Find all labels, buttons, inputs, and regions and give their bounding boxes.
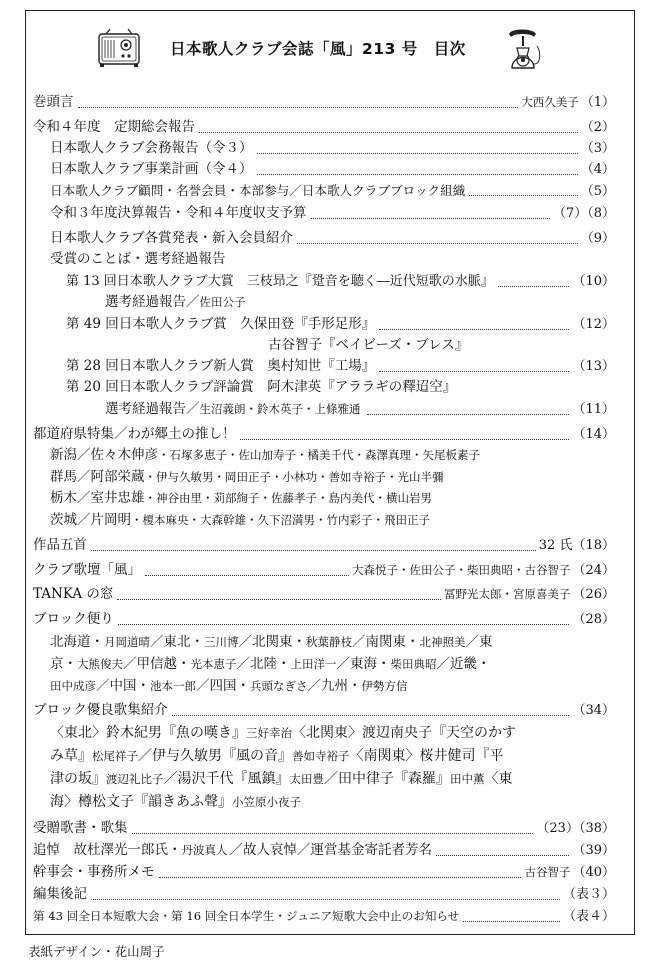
leader-dots [379, 371, 569, 372]
toc-entry[interactable] [66, 271, 615, 292]
toc-entry-label: 第 43 回全日本短歌大会・第 16 回全日本学生・ジュニア短歌大会中止のお知らせ [33, 909, 460, 923]
toc-entry-page: 32 氏（18） [538, 538, 615, 553]
toc-entry-author: ・榎本麻央・大森幹雄・久下沼満男・竹内彩子・飛田正子 [131, 513, 430, 527]
toc-entry[interactable] [33, 906, 615, 927]
toc-entry-label: 令和４年度 定期総会報告 [33, 119, 195, 135]
toc-entry-page: （23）（38） [536, 821, 615, 836]
leader-dots [172, 715, 570, 716]
toc-entry[interactable] [50, 228, 615, 249]
toc-entry-page: （11） [572, 402, 615, 417]
toc-entry[interactable] [66, 377, 456, 398]
toc-entry-author: ・石塚多恵子・佐山加寿子・橘美千代・森澤真理・矢尾板素子 [158, 448, 480, 462]
leader-dots [132, 833, 534, 834]
leader-dots [257, 174, 578, 175]
toc-entry-label: 第 49 回日本歌人クラブ賞 久保田登『手形足形』 [66, 316, 376, 332]
leader-dots [199, 132, 578, 133]
toc-entry[interactable] [33, 117, 615, 138]
toc-entry-label: 第 20 回日本歌人クラブ評論賞 阿木津英『アララギの釋迢空』 [66, 379, 457, 395]
toc-entry[interactable] [33, 535, 615, 556]
leader-dots [91, 899, 560, 900]
leader-dots [297, 243, 578, 244]
toc-entry-label: 群馬／阿部栄蔵 [50, 469, 145, 485]
toc-entry-page: （40） [572, 865, 615, 880]
toc-entry[interactable] [50, 510, 430, 531]
review-line: 津の坂』渡辺礼比子／湯沢千代『風鎮』太田豊／田中律子『森羅』田中薫〈東 [50, 771, 513, 787]
toc-entry-label: 日本歌人クラブ顧問・名誉会員・本部参与／日本歌人クラブブロック組織 [50, 183, 466, 198]
toc-entry-page: （9） [580, 231, 615, 246]
toc-entry-label: 選考経過報告／ [105, 401, 200, 417]
leader-dots [145, 575, 349, 576]
toc-entry-author: 冨野光太郎・宮原喜美子 [443, 587, 571, 601]
toc-entry-label: 選考経過報告／ [105, 294, 200, 310]
toc-entry-page: （26） [572, 587, 615, 602]
toc-entry[interactable] [33, 584, 615, 605]
toc-entry[interactable] [33, 609, 615, 630]
toc-entry-label: TANKA の窓 [33, 586, 114, 602]
toc-entry-page: （2） [580, 120, 615, 135]
toc-entry-page: （4） [580, 162, 615, 177]
toc-entry[interactable] [33, 424, 615, 445]
toc-entry-page: （表３） [562, 887, 615, 902]
toc-entry[interactable] [50, 445, 480, 466]
toc-entry-label: 第 13 回日本歌人クラブ大賞 三枝昻之『跫音を聴く―近代短歌の水脈』 [66, 274, 494, 289]
toc-entry-label: 都道府県特集／わが郷土の推し！ [33, 426, 236, 442]
page-title: 日本歌人クラブ会誌「風」213 号 目次 [170, 40, 466, 58]
toc-entry[interactable] [33, 92, 615, 113]
leader-dots [159, 877, 522, 878]
toc-entry-page: （3） [580, 141, 615, 156]
toc-entry-author: 丹波真人 [181, 843, 228, 857]
leader-dots [91, 550, 536, 551]
leader-dots [78, 107, 519, 108]
toc-entry-label: 新潟／佐々木伸彦 [50, 447, 158, 463]
leader-dots [436, 855, 569, 856]
toc-entry-author: ・神谷由里・苅部絢子・佐藤孝子・島内美代・横山岩男 [144, 491, 432, 505]
toc-entry[interactable] [33, 840, 615, 861]
toc-entry[interactable] [33, 700, 615, 721]
toc-entry[interactable] [33, 862, 615, 883]
toc-entry-label: 日本歌人クラブ各賞発表・新入会員紹介 [50, 230, 293, 246]
toc-entry-label: クラブ歌壇「風」 [33, 562, 141, 578]
toc-entry[interactable] [50, 138, 615, 159]
toc-entry[interactable] [66, 356, 615, 377]
toc-entry-label: 幹事会・事務所メモ [33, 864, 155, 880]
toc-entry[interactable] [105, 292, 246, 313]
leader-dots [498, 286, 570, 287]
leader-dots [367, 414, 570, 415]
toc-entry-page: （7）（8） [552, 206, 615, 221]
toc-entry-label: 令和３年度決算報告・令和４年度収支予算 [50, 205, 307, 221]
leader-dots [469, 195, 577, 196]
review-line: み草』松尾祥子／伊与久敏男『風の音』善如寺裕子〈南関東〉桜井健司『平 [50, 748, 504, 764]
block-regions-line: 京・大熊俊夫／甲信越・光本恵子／北陸・上田洋一／東海・柴田典昭／近畿・ [50, 656, 491, 672]
toc-entry-label: ブロック優良歌集紹介 [33, 702, 168, 718]
toc-entry-page: （24） [572, 563, 615, 578]
cover-design-credit: 表紙デザイン・花山周子 [28, 944, 165, 959]
toc-entry-page: （1） [580, 95, 615, 110]
toc-entry-page: （5） [580, 184, 615, 199]
leader-dots [311, 218, 550, 219]
toc-entry-label: 茨城／片岡明 [50, 512, 131, 528]
toc-entry-author: 大森悦子・佐田公子・柴田典昭・古谷智子 [351, 563, 571, 577]
toc-entry-author: ・伊与久敏男・岡田正子・小林功・善如寺裕子・光山半彌 [144, 470, 444, 484]
toc-entry-page: （34） [572, 703, 615, 718]
toc-entry-label: 日本歌人クラブ会務報告（令３） [50, 140, 253, 156]
toc-entry-label: 受賞のことば・選考経過報告 [50, 251, 226, 267]
toc-entry-label: 受贈歌書・歌集 [33, 820, 128, 836]
toc-entry-author: 古谷智子 [524, 865, 571, 879]
toc-entry[interactable] [33, 560, 615, 581]
toc-entry-page: （表４） [562, 909, 615, 924]
toc-entry-label: 第 28 回日本歌人クラブ新人賞 奥村知世『工場』 [66, 358, 376, 374]
leader-dots [117, 599, 441, 600]
toc-entry[interactable] [50, 467, 444, 488]
leader-dots [379, 329, 569, 330]
toc-entry-page: （14） [572, 427, 615, 442]
toc-entry-label: 追悼 故杜澤光一郎氏・ [33, 842, 182, 858]
toc-entry-author: 生沼義朗・鈴木英子・上條雅通 [199, 402, 361, 416]
toc-entry[interactable] [50, 203, 615, 224]
toc-entry-page: （12） [572, 317, 615, 332]
toc-entry-page: （13） [572, 359, 615, 374]
toc-entry-page: （39） [572, 843, 615, 858]
toc-entry[interactable] [268, 335, 468, 356]
toc-entry[interactable] [105, 399, 615, 420]
toc-entry[interactable] [33, 884, 615, 905]
toc-entry-label: 編集後記 [33, 886, 87, 902]
toc-entry-label-tail: ／故人哀悼／運営基金寄託者芳名 [229, 842, 432, 858]
radio-icon [96, 28, 144, 68]
toc-entry[interactable] [50, 159, 615, 180]
block-regions-line: 田中成彦／中国・池本一郎／四国・兵頭なぎさ／九州・伊勢方信 [50, 678, 408, 694]
leader-dots [257, 153, 578, 154]
toc-entry-label: 栃木／室井忠雄 [50, 490, 145, 506]
review-line: 〈東北〉鈴木紀男『魚の嘆き』三好幸治〈北関東〉渡辺南央子『天空のかす [50, 725, 516, 741]
toc-entry[interactable] [50, 249, 226, 270]
toc-entry[interactable] [50, 180, 615, 201]
review-line: 海〉樽松文子『韻きあふ聲』小笠原小夜子 [50, 794, 301, 810]
toc-entry-label: 作品五首 [33, 537, 87, 553]
toc-entry-page: （28） [572, 612, 615, 627]
toc-entry[interactable] [66, 314, 615, 335]
toc-entry-label: 日本歌人クラブ事業計画（令４） [50, 161, 253, 177]
telephone-icon [503, 24, 543, 72]
leader-dots [118, 624, 570, 625]
toc-entry-author: 佐田公子 [199, 295, 246, 309]
leader-dots [240, 439, 570, 440]
toc-entry-page: （10） [572, 274, 615, 289]
toc-entry-label: 巻頭言 [33, 94, 74, 110]
leader-dots [463, 921, 560, 922]
toc-entry-author: 大西久美子 [521, 95, 579, 109]
toc-entry[interactable] [33, 818, 615, 839]
toc-entry-label: 古谷智子『ベイビーズ・ブレス』 [268, 337, 469, 353]
block-regions-line: 北海道・月岡道晴／東北・三川博／北関東・秋葉静枝／南関東・北神照美／東 [50, 634, 493, 650]
toc-entry[interactable] [50, 488, 432, 509]
toc-entry-label: ブロック便り [33, 611, 114, 627]
